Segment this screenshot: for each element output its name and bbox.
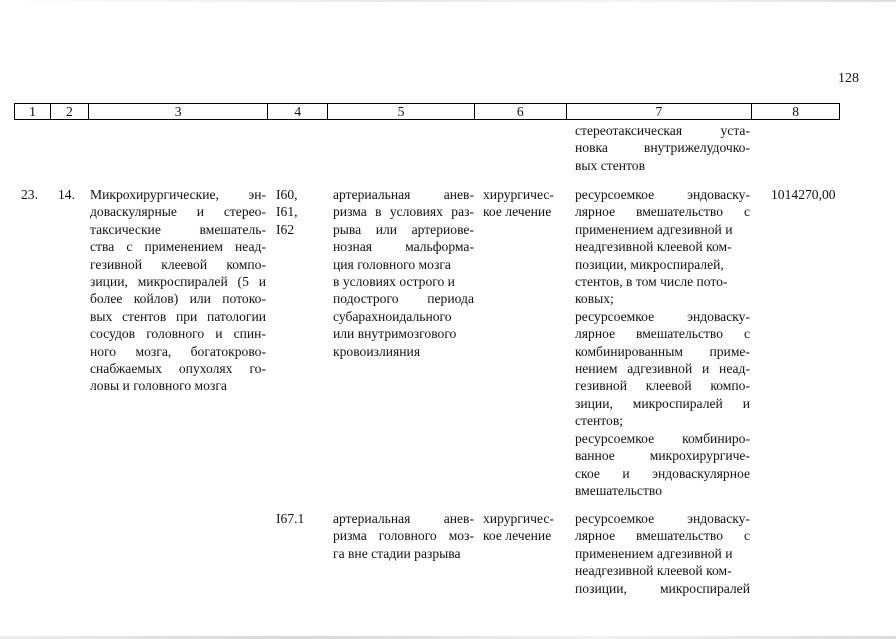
norm-cost: 1014270,00 bbox=[771, 187, 836, 202]
text-line: ловы и головного мозга bbox=[90, 378, 227, 394]
text-line: хирургичес- bbox=[483, 511, 554, 526]
text-line: вых стентов при патологии bbox=[90, 308, 266, 324]
text-line: ское и эндоваскулярное bbox=[575, 465, 750, 481]
text-line: га вне стадии разрыва bbox=[333, 545, 461, 561]
text-line: в условиях острого и bbox=[333, 274, 455, 290]
text-line: стентов, в том числе пото- bbox=[575, 274, 728, 290]
text-line: зиции, микроспиралей (5 и bbox=[90, 274, 266, 290]
text-line: или внутримозгового bbox=[333, 326, 457, 342]
text-line: позиции, микроспиралей bbox=[575, 580, 750, 596]
text-line: зиции, микроспиралей и bbox=[575, 395, 750, 411]
header-col-6: 6 bbox=[475, 104, 567, 119]
text-line: субарахноидального bbox=[333, 308, 452, 324]
text-line: кое лечение bbox=[483, 528, 552, 544]
icd-code-sub: I67.1 bbox=[276, 511, 305, 526]
text-line: лярное вмешательство с bbox=[575, 204, 750, 220]
header-col-8: 8 bbox=[792, 104, 799, 119]
text-line: подострого периода bbox=[333, 291, 474, 307]
text-line: лярное вмешательство с bbox=[575, 528, 750, 544]
header-col-5: 5 bbox=[328, 104, 475, 119]
text-line: ризма в условиях раз- bbox=[333, 204, 474, 220]
page-number: 128 bbox=[838, 71, 859, 86]
header-col-2: 2 bbox=[51, 104, 89, 119]
table-header-row bbox=[14, 103, 840, 120]
text-line: вмешательство bbox=[575, 482, 663, 498]
text-line: ресурсоемкое эндоваску- bbox=[575, 187, 750, 202]
row-subnumber: 14. bbox=[58, 187, 75, 202]
row-number: 23. bbox=[21, 187, 38, 202]
text-line: артериальная анев- bbox=[333, 187, 474, 202]
text-line: кровоизлияния bbox=[333, 343, 421, 359]
text-line: артериальная анев- bbox=[333, 511, 474, 526]
text-line: стентов; bbox=[575, 413, 624, 429]
procedure-name bbox=[90, 186, 266, 395]
diagnosis-model bbox=[333, 186, 474, 360]
text-line: сосудов головного и спин- bbox=[90, 326, 266, 342]
text-line: I62 bbox=[276, 221, 295, 237]
text-line: вых стентов bbox=[575, 157, 646, 173]
text-line: кое лечение bbox=[483, 204, 552, 220]
text-line: таксические вмешатель- bbox=[90, 221, 266, 237]
text-line: ресурсоемкое эндоваску- bbox=[575, 511, 750, 526]
text-line: применением адгезивной и bbox=[575, 545, 733, 561]
text-line: ресурсоемкое эндоваску- bbox=[575, 308, 750, 324]
text-line: комбинированным приме- bbox=[575, 343, 750, 359]
header-col-4: 4 bbox=[268, 104, 328, 119]
text-line: снабжаемых опухолях го- bbox=[90, 361, 266, 377]
text-line: ства с применением неад- bbox=[90, 239, 266, 255]
text-line: I60, bbox=[276, 187, 298, 202]
header-col-3: 3 bbox=[89, 104, 269, 119]
text-line: более койлов) или потоко- bbox=[90, 291, 266, 307]
text-line: неадгезивной клеевой ком- bbox=[575, 239, 732, 255]
text-line: хирургичес- bbox=[483, 187, 554, 202]
continuation-col7 bbox=[575, 122, 750, 174]
text-line: гезивной клеевой компо- bbox=[575, 378, 750, 394]
text-line: неадгезивной клеевой ком- bbox=[575, 563, 732, 579]
text-line: ковых; bbox=[575, 291, 614, 307]
text-line: ция головного мозга bbox=[333, 256, 451, 272]
text-line: ризма головного моз- bbox=[333, 528, 474, 544]
text-line: рыва или артериове- bbox=[333, 221, 474, 237]
header-col-1: 1 bbox=[15, 104, 51, 119]
treatment-method-sub bbox=[575, 510, 750, 597]
icd-codes bbox=[276, 186, 326, 238]
text-line: ного мозга, богатокрово- bbox=[90, 343, 266, 359]
text-line: применением адгезивной и bbox=[575, 221, 733, 237]
text-line: I61, bbox=[276, 204, 298, 220]
text-line: позиции, микроспиралей, bbox=[575, 256, 724, 272]
scan-edge-top bbox=[0, 0, 896, 2]
text-line: нением адгезивной и неад- bbox=[575, 361, 750, 377]
text-line: новка внутрижелудочко- bbox=[575, 140, 750, 156]
text-line: Микрохирургические, эн- bbox=[90, 187, 266, 202]
treatment-type-sub bbox=[483, 510, 565, 545]
text-line: ванное микрохирургиче- bbox=[575, 448, 750, 464]
text-line: ресурсоемкое комбиниро- bbox=[575, 430, 750, 446]
diagnosis-model-sub bbox=[333, 510, 474, 562]
text-line: доваскулярные и стерео- bbox=[90, 204, 266, 220]
text-line: гезивной клеевой компо- bbox=[90, 256, 266, 272]
treatment-type bbox=[483, 186, 565, 221]
treatment-method bbox=[575, 186, 750, 499]
text-line: нозная мальформа- bbox=[333, 239, 474, 255]
text-line: лярное вмешательство с bbox=[575, 326, 750, 342]
text-line: стереотаксическая уста- bbox=[575, 123, 750, 138]
header-col-7: 7 bbox=[567, 104, 753, 119]
